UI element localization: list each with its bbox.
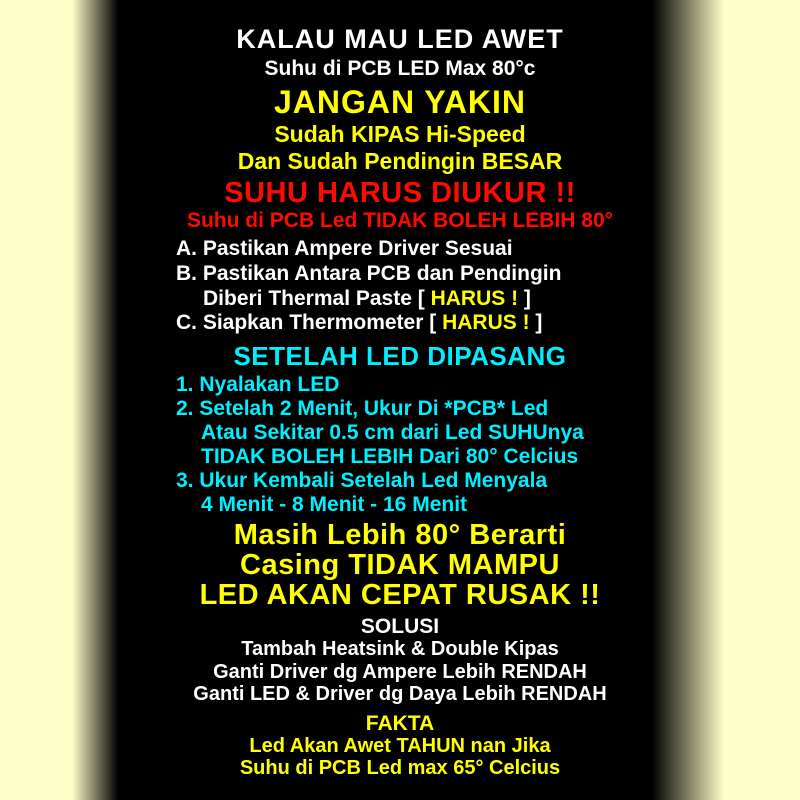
- solusi-line-3: Ganti LED & Driver dg Daya Lebih RENDAH: [193, 683, 607, 706]
- thermometer-text: C. Siapkan Thermometer [: [176, 311, 443, 335]
- fakta-line-2: Suhu di PCB Led max 65° Celcius: [239, 756, 561, 779]
- steps-section: [176, 373, 624, 517]
- thermal-paste-bracket-close: ]: [518, 286, 531, 310]
- checklist-item-b: B. Pastikan Antara PCB dan Pendingin: [176, 261, 562, 285]
- poster-title: KALAU MAU LED AWET: [236, 24, 564, 54]
- checklist-item-c: [176, 311, 624, 336]
- thermal-paste-text: Diberi Thermal Paste [: [203, 286, 431, 310]
- step-2-continuation-1: Atau Sekitar 0.5 cm dari Led SUHUnya: [201, 421, 584, 445]
- fakta-heading: FAKTA: [365, 711, 435, 735]
- thermometer-bracket-close: ]: [529, 311, 543, 335]
- verdict-line-3: LED AKAN CEPAT RUSAK !!: [199, 579, 601, 612]
- checklist-section: [176, 237, 624, 336]
- solusi-heading: SOLUSI: [360, 615, 440, 639]
- solusi-line-2: Ganti Driver dg Ampere Lebih RENDAH: [213, 660, 587, 683]
- harus-highlight-c: HARUS !: [442, 311, 530, 335]
- verdict-line-1: Masih Lebih 80° Berarti: [233, 519, 567, 552]
- alert-heading: SUHU HARUS DIUKUR !!: [224, 177, 576, 209]
- poster-subtitle: Suhu di PCB LED Max 80°c: [264, 57, 536, 80]
- warning-line-2: Dan Sudah Pendingin BESAR: [237, 148, 563, 174]
- harus-highlight-b: HARUS !: [430, 286, 519, 310]
- checklist-item-b-continuation: [176, 287, 624, 312]
- step-1: 1. Nyalakan LED: [176, 373, 340, 397]
- step-2: 2. Setelah 2 Menit, Ukur Di *PCB* Led: [176, 397, 549, 421]
- solusi-line-1: Tambah Heatsink & Double Kipas: [241, 638, 559, 661]
- verdict-section: [0, 520, 800, 610]
- alert-subline: Suhu di PCB Led TIDAK BOLEH LEBIH 80°: [186, 209, 614, 232]
- checklist-item-a: A. Pastikan Ampere Driver Sesuai: [176, 237, 513, 260]
- step-3-continuation: 4 Menit - 8 Menit - 16 Menit: [201, 493, 468, 517]
- warning-heading: JANGAN YAKIN: [273, 84, 527, 120]
- warning-line-1: Sudah KIPAS Hi-Speed: [274, 121, 526, 147]
- step-3: 3. Ukur Kembali Setelah Led Menyala: [176, 469, 548, 493]
- steps-heading: SETELAH LED DIPASANG: [233, 341, 567, 372]
- verdict-line-2: Casing TIDAK MAMPU: [240, 549, 560, 582]
- fakta-line-1: Led Akan Awet TAHUN nan Jika: [249, 734, 551, 757]
- step-2-continuation-2: TIDAK BOLEH LEBIH Dari 80° Celcius: [201, 445, 579, 469]
